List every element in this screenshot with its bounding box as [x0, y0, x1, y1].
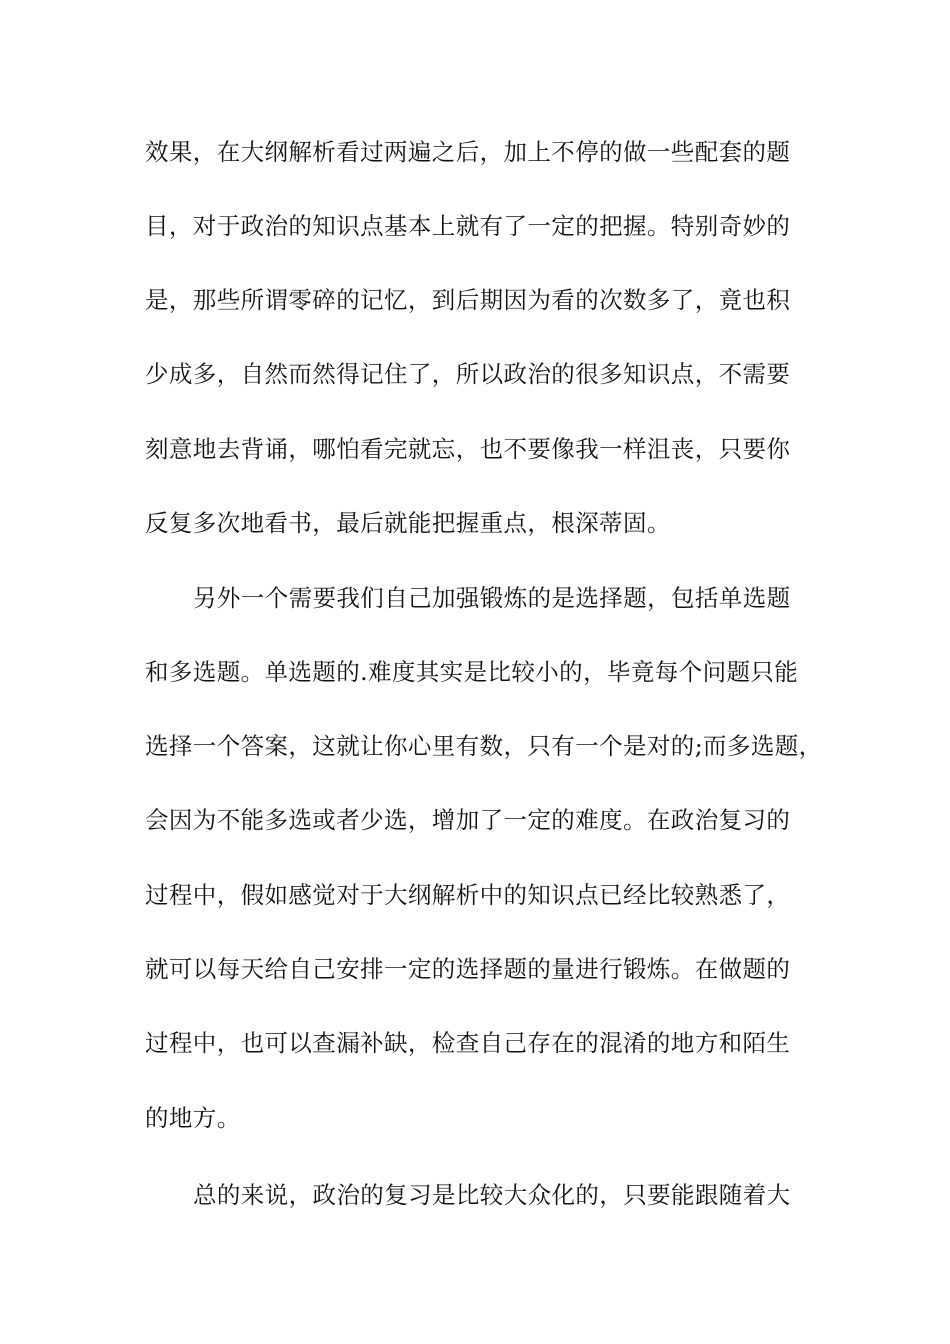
paragraph-1-line-1: 效果，在大纲解析看过两遍之后，加上不停的做一些配套的题: [145, 138, 791, 166]
paragraph-1-line-4: 少成多，自然而然得记住了，所以政治的很多知识点，不需要: [145, 360, 791, 388]
paragraph-3-line-1: 总的来说，政治的复习是比较大众化的，只要能跟随着大: [193, 1181, 791, 1209]
paragraph-1-line-6: 反复多次地看书，最后就能把握重点，根深蒂固。: [145, 509, 671, 537]
paragraph-2-line-8: 的地方。: [145, 1104, 241, 1132]
paragraph-2-line-3: 选择一个答案，这就让你心里有数，只有一个是对的;而多选题，: [145, 732, 823, 760]
paragraph-2-line-5: 过程中，假如感觉对于大纲解析中的知识点已经比较熟悉了，: [145, 881, 791, 909]
paragraph-1-line-5: 刻意地去背诵，哪怕看完就忘，也不要像我一样沮丧，只要你: [145, 435, 791, 463]
paragraph-2-line-2: 和多选题。单选题的.难度其实是比较小的，毕竟每个问题只能: [145, 658, 799, 686]
paragraph-1-line-3: 是，那些所谓零碎的记忆，到后期因为看的次数多了，竟也积: [145, 286, 791, 314]
paragraph-2-line-1: 另外一个需要我们自己加强锻炼的是选择题，包括单选题: [193, 584, 791, 612]
paragraph-2-line-4: 会因为不能多选或者少选，增加了一定的难度。在政治复习的: [145, 806, 791, 834]
paragraph-1-line-2: 目，对于政治的知识点基本上就有了一定的把握。特别奇妙的: [145, 212, 791, 240]
paragraph-2-line-7: 过程中，也可以查漏补缺，检查自己存在的混淆的地方和陌生: [145, 1029, 791, 1057]
paragraph-2-line-6: 就可以每天给自己安排一定的选择题的量进行锻炼。在做题的: [145, 955, 791, 983]
